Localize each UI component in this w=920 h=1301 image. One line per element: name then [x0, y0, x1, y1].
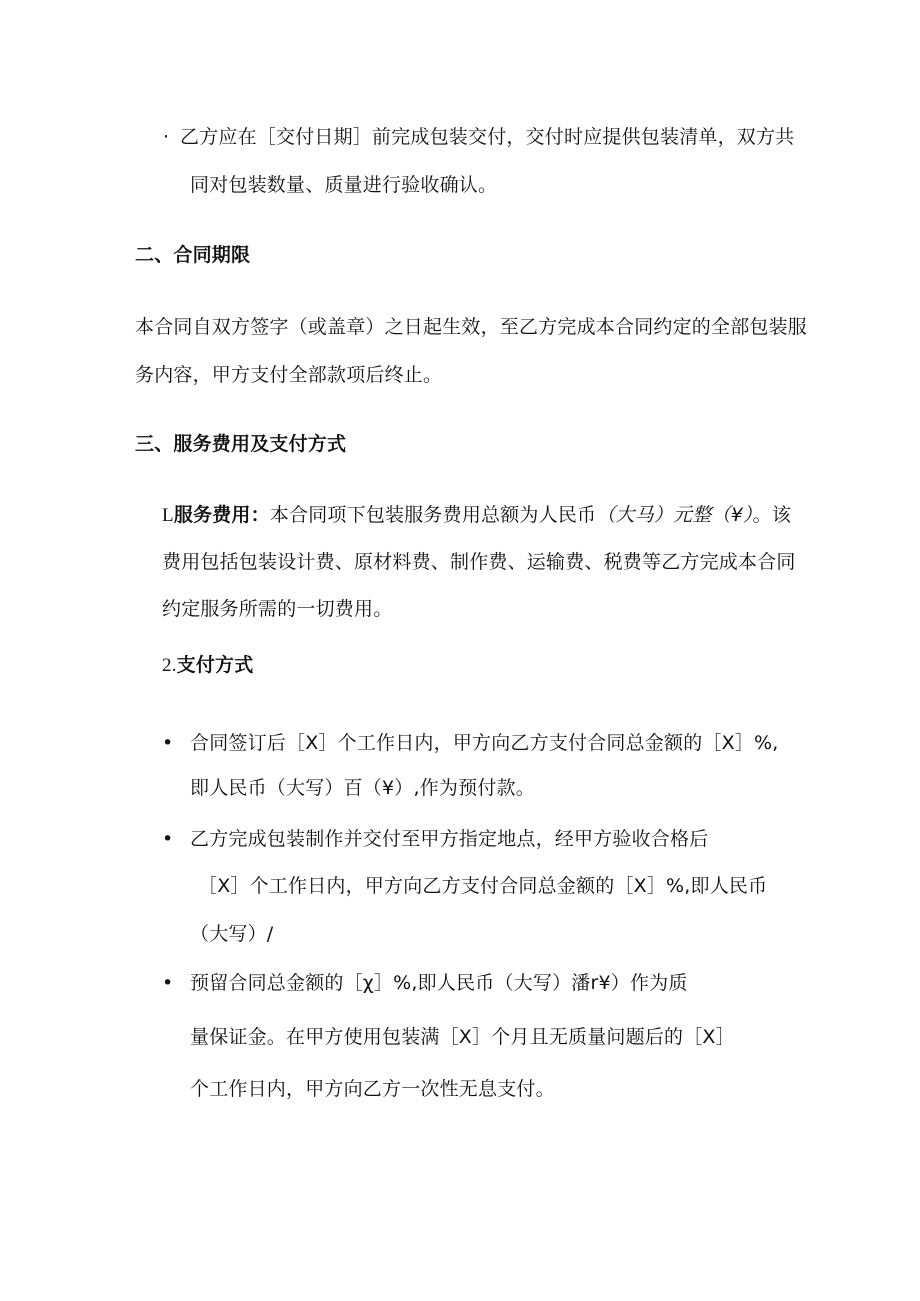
- bullet-dot: •: [162, 972, 174, 994]
- intro-line-2: 同对包装数量、质量进行验收确认。: [190, 174, 498, 196]
- bullet-2-line-3: （大写）/: [190, 923, 274, 945]
- term-line-1: 本合同自双方签字（或盖章）之日起生效，至乙方完成本合同约定的全部包装服: [135, 316, 808, 338]
- fee-item-line-2: 费用包括包装设计费、原材料费、制作费、运输费、税费等乙方完成本合同: [162, 551, 796, 573]
- bullet-3-line-2: 量保证金。在甲方使用包装满［X］个月且无质量问题后的［X］: [190, 1026, 735, 1048]
- fee-item-line-1: [162, 502, 791, 529]
- bullet-2-line-1: 乙方完成包装制作并交付至甲方指定地点，经甲方验收合格后: [190, 828, 709, 850]
- payment-label: 支付方式: [176, 654, 254, 676]
- term-line-2: 务内容，甲方支付全部款项后终止。: [135, 364, 443, 386]
- bullet-3-line-3: 个工作日内，甲方向乙方一次性无息支付。: [190, 1078, 555, 1100]
- fee-item-amount: （大马）元整（¥）: [596, 504, 753, 526]
- section-heading-term: 二、合同期限: [135, 244, 251, 266]
- bullet-1-line-2: 即人民币（大写）百（¥）,作为预付款。: [190, 777, 535, 799]
- bullet-dot: •: [162, 732, 174, 754]
- payment-number: 2.: [162, 655, 177, 676]
- bullet-1-line-1: 合同签订后［X］个工作日内，甲方向乙方支付合同总金额的［X］%,: [190, 732, 779, 754]
- bullet-dot: •: [162, 828, 174, 850]
- fee-item-number: L: [162, 505, 174, 526]
- intro-line-1: 乙方应在［交付日期］前完成包装交付，交付时应提供包装清单，双方共: [180, 126, 795, 148]
- section-heading-fees: 三、服务费用及支付方式: [135, 433, 347, 455]
- fee-item-line-3: 约定服务所需的一切费用。: [162, 598, 393, 620]
- payment-heading: [162, 652, 253, 679]
- bullet-2-line-2: ［X］个工作日内，甲方向乙方支付合同总金额的［X］%,即人民币: [198, 875, 768, 897]
- fee-item-text: 本合同项下包装服务费用总额为人民币: [269, 504, 597, 526]
- fee-item-tail: 。该: [752, 504, 792, 526]
- bullet-3-line-1: 预留合同总金额的［χ］%,即人民币（大写）潘r¥）作为质: [190, 972, 688, 994]
- bullet-dot: ·: [163, 126, 170, 148]
- fee-item-label: 服务费用：: [173, 504, 270, 526]
